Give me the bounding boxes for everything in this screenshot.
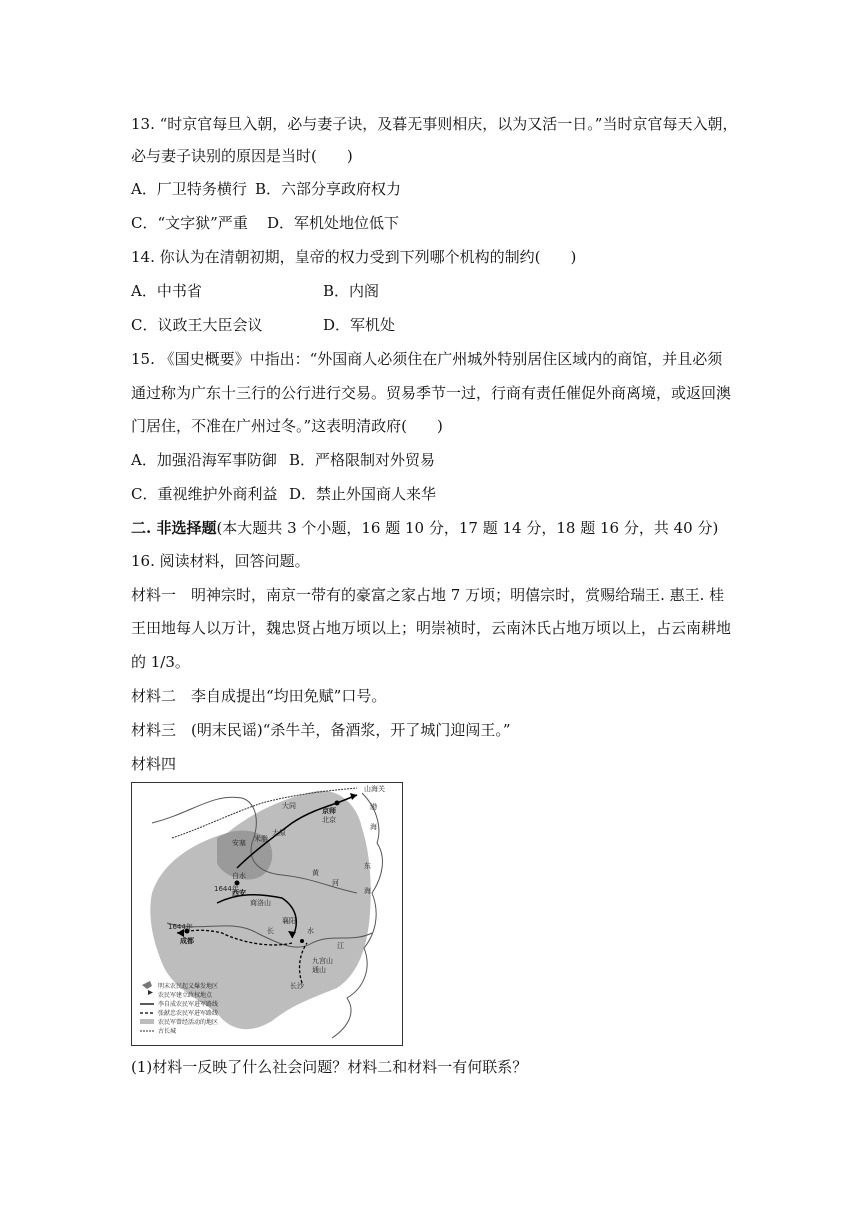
map-label-dong: 东 [364,862,371,870]
q16-material1-line1: 材料一 明神宗时，南京一带有的豪富之家占地 7 万顷；明僖宗时，赏赐给瑞王. 惠王. 桂 [131,586,725,604]
q13-option-b: B．六部分享政府权力 [255,180,402,198]
peasant-uprising-map [131,782,403,1046]
q15-option-d: D．禁止外国商人来华 [289,485,437,503]
map-svg [132,783,402,1045]
map-label-hai1: 海 [370,823,377,831]
map-label-hai2: 海 [364,887,371,895]
q13-stem-line2: 必与妻子诀别的原因是当时( ) [131,147,353,165]
map-label-1644a: 1644年 [214,885,239,893]
q13-stem-line1: 13. “时京官每旦入朝，必与妻子诀，及暮无事则相庆，以为又活一日。”当时京官每天入朝， [131,115,738,133]
map-label-mizhi: 米脂 [254,835,268,843]
q13-option-d: D．军机处地位低下 [267,214,400,232]
legend-item-2: 农民军建立政权地点 [158,992,213,999]
q16-intro: 16. 阅读材料，回答问题。 [131,552,310,570]
map-label-jiang: 江 [337,942,344,950]
map-label-shanhaiguan: 山海关 [364,785,385,793]
map-label-shui: 水 [307,927,314,935]
q14-stem: 14. 你认为在清朝初期，皇帝的权力受到下列哪个机构的制约( ) [131,248,577,266]
q13-options-row1 [131,178,401,200]
map-label-1644b: 1644年 [168,923,193,931]
map-label-taiyuan: 太原 [272,829,286,837]
map-label-xiangyang: 襄阳 [282,917,296,925]
q14-option-b: B．内阁 [323,282,380,300]
q15-options-row2 [131,483,436,505]
q14-options-row2 [131,314,395,336]
q14-options-row1 [131,280,379,302]
map-label-baishui: 白水 [232,872,246,880]
q15-stem-line2: 通过称为广东十三行的公行进行交易。贸易季节一过，行商有责任催促外商离境，或返回澳 [131,384,732,402]
map-label-bo: 渤 [370,803,377,811]
q13-option-a: A．厂卫特务横行 [131,180,247,198]
map-label-he: 河 [332,879,339,887]
map-label-jiugongshan: 九宫山 [312,957,333,965]
section2-note: (本大题共 3 个小题，16 题 10 分，17 题 14 分，18 题 16 分，共 40 分) [216,519,719,537]
legend-item-4: 张献忠农民军进军路线 [158,1010,219,1017]
q14-option-c: C．议政王大臣会议 [131,316,263,334]
map-label-datong: 大同 [282,802,296,810]
map-label-changsha: 长沙 [290,982,304,990]
q16-material1-line3: 的 1/3。 [131,653,190,671]
q15-stem-line3: 门居住，不准在广州过冬。”这表明清政府( ) [131,417,443,435]
map-label-huang: 黄 [312,869,319,877]
q15-stem-line1: 15. 《国史概要》中指出：“外国商人必须住在广州城外特别居住区域内的商馆，并且必须 [131,350,723,368]
q15-options-row1 [131,449,435,471]
map-label-beijing: 北京 [322,816,336,824]
q13-options-row2 [131,212,399,234]
map-label-jingshi: 京师 [322,807,336,815]
q16-material3: 材料三 (明末民谣)“杀牛羊，备酒浆，开了城门迎闯王。” [131,721,511,739]
q16-material4-label: 材料四 [131,755,177,773]
q16-subquestion-1: (1)材料一反映了什么社会问题？材料二和材料一有何联系？ [131,1058,528,1076]
map-label-tongshan: 通山 [312,966,326,974]
q15-option-a: A．加强沿海军事防御 [131,451,277,469]
map-label-chengdu: 成都 [180,937,194,945]
legend-activity-icon [140,1019,154,1024]
q16-material2: 材料二 李自成提出“均田免赋”口号。 [131,687,387,705]
map-label-xian: 西安 [232,889,246,897]
legend-item-6: 古长城 [158,1028,177,1035]
legend-item-1: 明末农民起义爆发地区 [158,983,219,990]
q13-option-c: C．“文字狱”严重 [131,214,248,232]
q15-option-c: C．重视维护外商利益 [131,485,278,503]
q14-option-d: D．军机处 [323,316,396,334]
q14-option-a: A．中书省 [131,282,202,300]
q15-option-b: B．严格限制对外贸易 [289,451,436,469]
section2-heading: 二. 非选择题 [131,519,217,537]
legend-item-3: 李自成农民军进军路线 [158,1001,219,1008]
legend-item-5: 农民军曾经活动的地区 [158,1019,219,1026]
q16-material1-line2: 王田地每人以万计，魏忠贤占地万顷以上；明崇祯时，云南沐氏占地万顷以上，占云南耕地 [131,619,732,637]
map-label-shangluo: 商洛山 [250,899,271,907]
section2-header [131,517,718,539]
map-label-chang: 长 [267,927,274,935]
map-label-yanan: 安塞 [232,839,246,847]
